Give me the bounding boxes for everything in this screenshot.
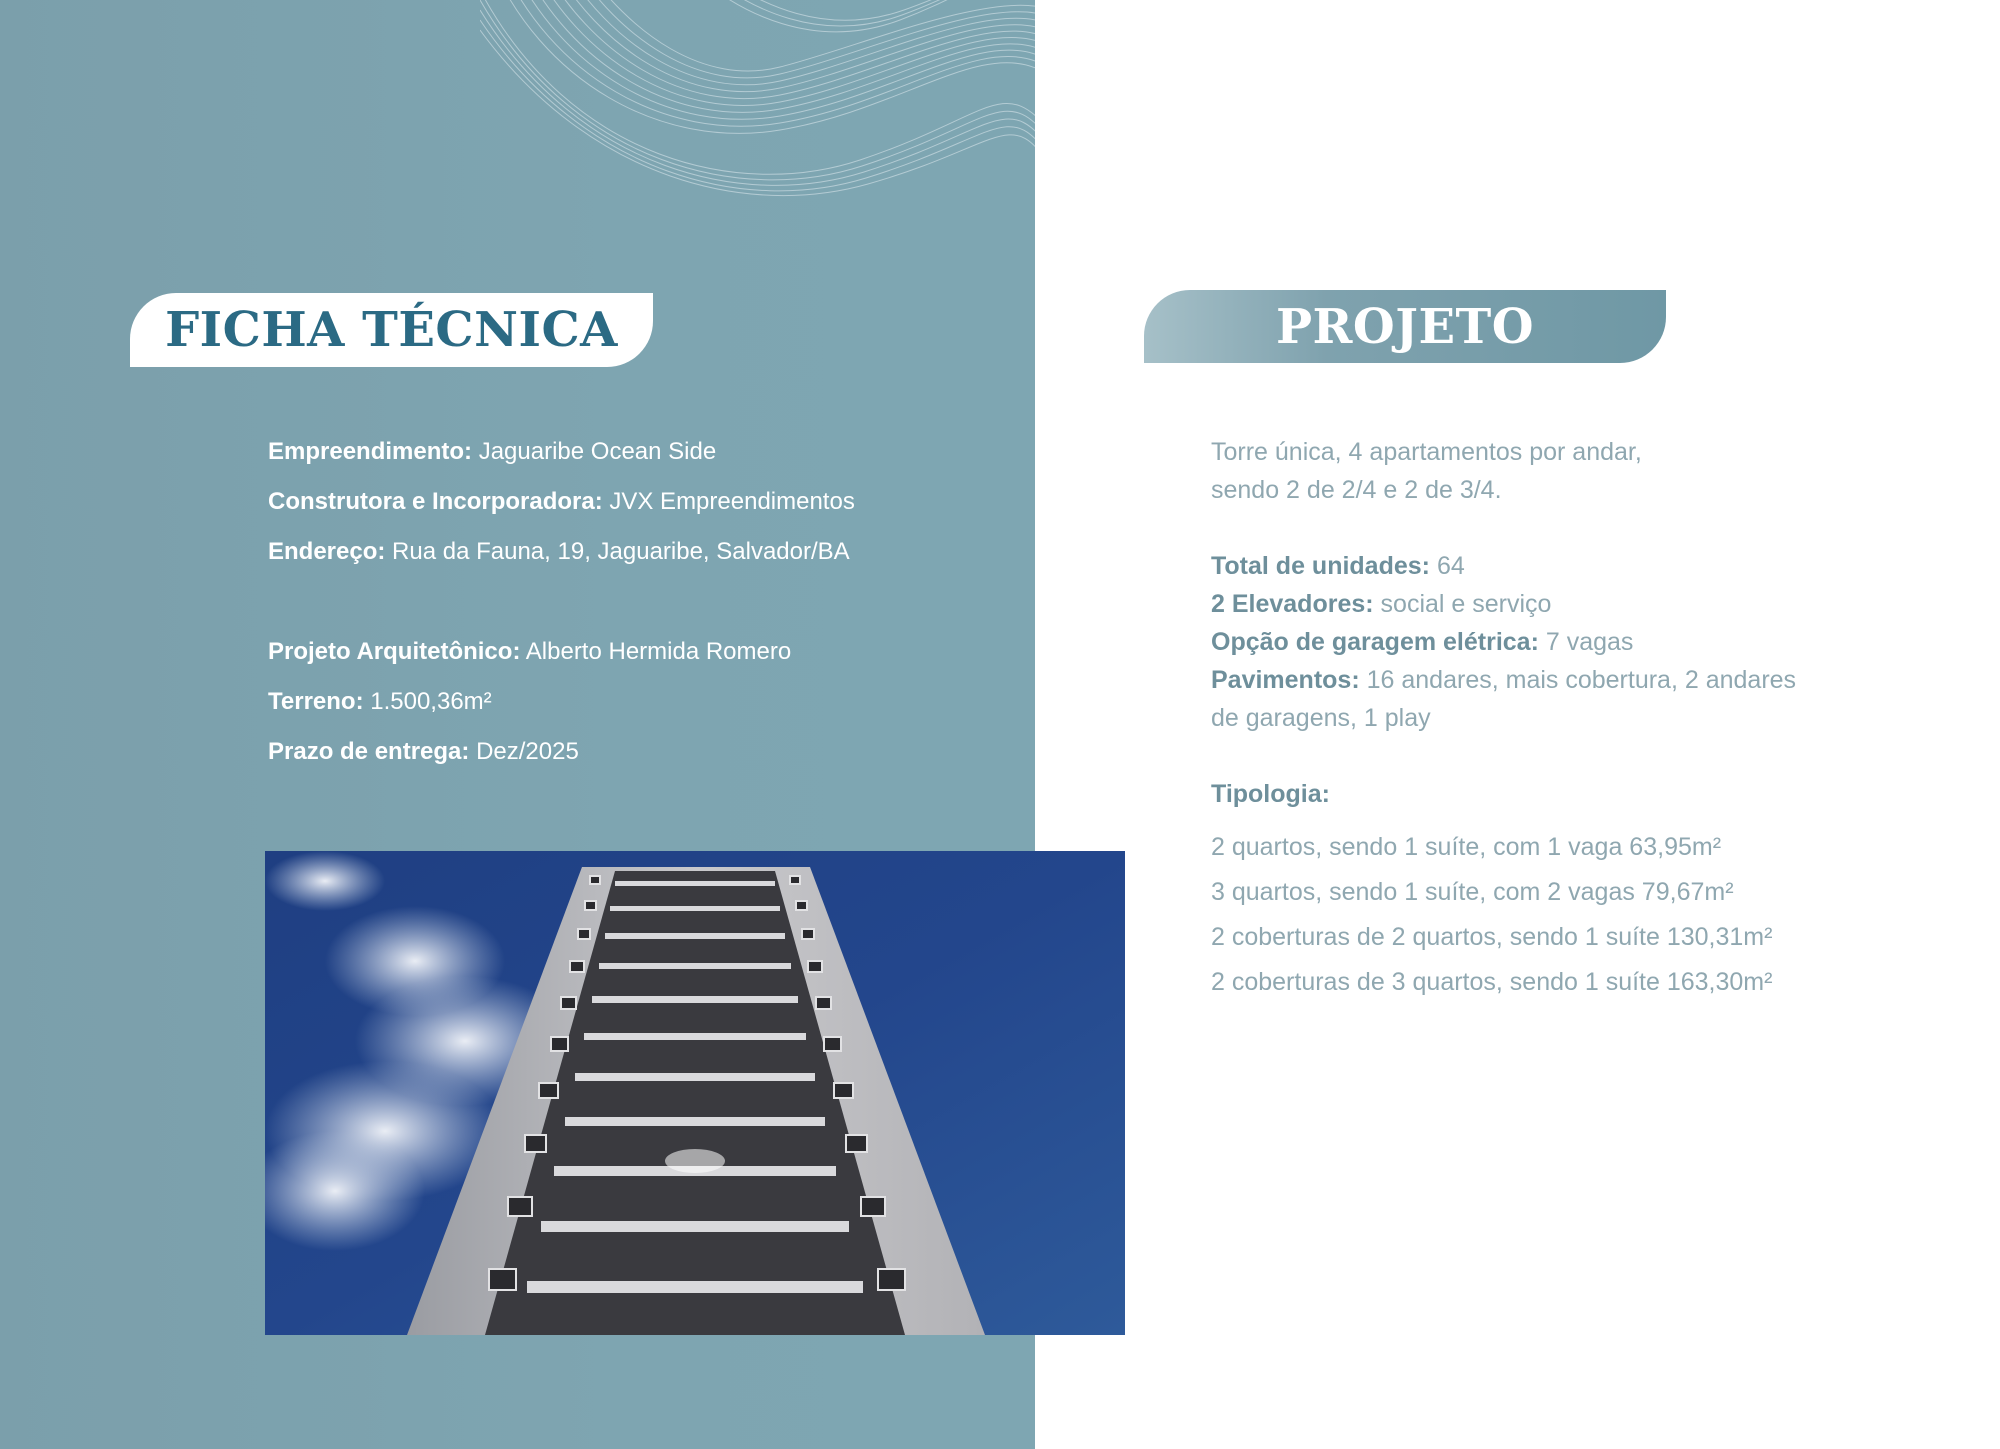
tipologia-item: 2 coberturas de 2 quartos, sendo 1 suíte 130,31m²: [1211, 923, 1773, 951]
list-item: [1211, 590, 1551, 619]
list-item: [268, 488, 855, 516]
item-label: Pavimentos:: [1211, 666, 1360, 694]
list-item: [1211, 666, 1796, 695]
tipologia-item: 2 quartos, sendo 1 suíte, com 1 vaga 63,95m²: [1211, 833, 1722, 861]
intro-line: Torre única, 4 apartamentos por andar,: [1211, 438, 1642, 466]
item-label: Projeto Arquitetônico:: [268, 638, 521, 665]
item-value: social e serviço: [1380, 590, 1552, 618]
list-item: [1211, 552, 1465, 581]
list-item: [268, 738, 579, 766]
item-value: Jaguaribe Ocean Side: [478, 438, 717, 465]
tipologia-item: 3 quartos, sendo 1 suíte, com 2 vagas 79,67m²: [1211, 878, 1734, 906]
item-value: 7 vagas: [1545, 628, 1634, 656]
item-value: Dez/2025: [476, 738, 579, 765]
item-label: Empreendimento:: [268, 438, 473, 465]
item-value: Rua da Fauna, 19, Jaguaribe, Salvador/BA: [392, 538, 850, 565]
item-label: Construtora e Incorporadora:: [268, 488, 603, 515]
list-item: [1211, 628, 1633, 657]
item-value: 16 andares, mais cobertura, 2 andares: [1366, 666, 1797, 694]
item-label: Endereço:: [268, 538, 386, 565]
item-label: Total de unidades:: [1211, 552, 1430, 580]
pavimentos-continuation: de garagens, 1 play: [1211, 704, 1431, 732]
item-value: Alberto Hermida Romero: [525, 638, 792, 665]
item-value: 1.500,36m²: [370, 688, 492, 715]
building-illustration: [265, 851, 1125, 1335]
ficha-tecnica-title: FICHA TÉCNICA: [165, 302, 618, 358]
projeto-header: [1144, 290, 1666, 363]
item-label: Terreno:: [268, 688, 364, 715]
item-label: 2 Elevadores:: [1211, 590, 1374, 618]
tipologia-item: 2 coberturas de 3 quartos, sendo 1 suíte 163,30m²: [1211, 968, 1773, 996]
tipologia-label: Tipologia:: [1211, 780, 1330, 808]
item-value: 64: [1436, 552, 1465, 580]
item-value: JVX Empreendimentos: [609, 488, 855, 515]
intro-line: sendo 2 de 2/4 e 2 de 3/4.: [1211, 476, 1502, 504]
list-item: [268, 538, 850, 566]
list-item: [268, 688, 492, 716]
ficha-tecnica-header: [130, 293, 653, 367]
list-item: [268, 638, 791, 666]
item-label: Prazo de entrega:: [268, 738, 470, 765]
building-photo: [265, 851, 1125, 1335]
decorative-wave-lines: [480, 0, 1035, 220]
list-item: [268, 438, 716, 466]
item-label: Opção de garagem elétrica:: [1211, 628, 1539, 656]
projeto-title: PROJETO: [1275, 298, 1535, 355]
